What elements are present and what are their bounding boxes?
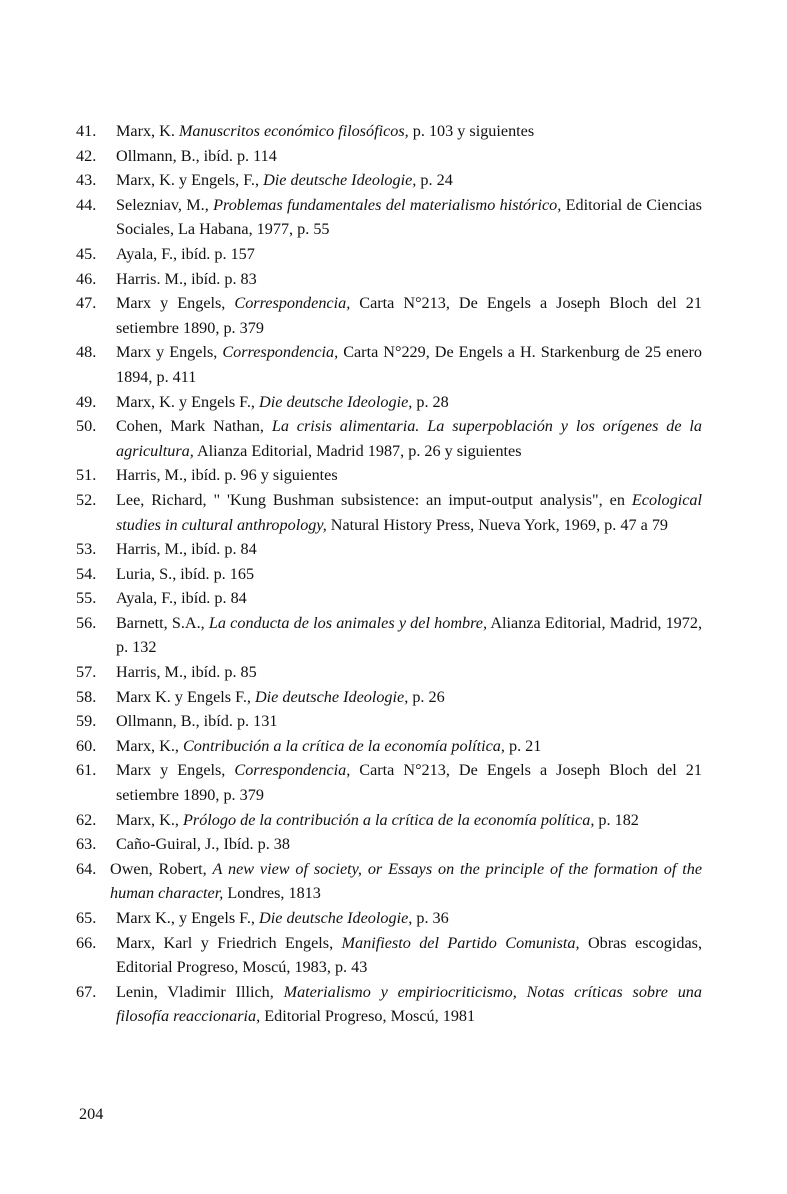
endnote [76, 980, 702, 1029]
endnote-text [116, 144, 702, 169]
endnote-title: Die deutsche Ideologie, [263, 171, 417, 190]
endnote-number: 63. [76, 835, 97, 854]
endnote [76, 193, 702, 242]
endnote-text [116, 414, 702, 463]
endnote-text [116, 808, 702, 833]
endnote-reference: Caño-Guiral, J., Ibíd. p. 38 [116, 835, 290, 854]
endnote-reference: Obras escogidas, Editorial Progreso, Moscú, 1983, p. 43 [116, 933, 703, 977]
endnote-reference: p. 182 [594, 810, 639, 829]
endnote-number: 54. [76, 564, 97, 583]
endnote-reference: Marx, K., [116, 810, 183, 829]
endnote-number: 59. [76, 712, 97, 731]
endnote [76, 414, 702, 463]
endnote-number: 48. [76, 343, 97, 362]
endnote-number: 47. [76, 294, 97, 313]
endnote-number: 43. [76, 171, 97, 190]
endnote-reference: Marx, Karl y Friedrich Engels, [116, 933, 342, 952]
endnote [76, 832, 702, 857]
endnote-number: 61. [76, 761, 97, 780]
endnote [76, 808, 702, 833]
endnote [76, 168, 702, 193]
endnote-reference: Marx K., y Engels F., [116, 909, 260, 927]
endnote-reference: Luria, S., ibíd. p. 165 [116, 564, 255, 583]
endnote [76, 660, 702, 685]
endnote-number: 64. [76, 859, 97, 878]
endnote-reference: Carta N°213, De Engels a Joseph Bloch del 21 setiembre 1890, p. 379 [116, 294, 702, 337]
endnote-reference: Natural History Press, Nueva York, 1969, p. 47 a 79 [326, 515, 669, 534]
endnote [76, 734, 702, 759]
endnote-reference: Marx K. y Engels F., [116, 687, 255, 706]
endnote-title: Prólogo de la contribución a la crítica de la economía política, [183, 810, 595, 829]
endnote [76, 119, 702, 144]
endnote-number: 62. [76, 810, 97, 829]
endnote-number: 46. [76, 269, 97, 288]
page-number: 204 [79, 1105, 104, 1123]
endnote-reference: Harris, M., ibíd. p. 84 [116, 540, 257, 559]
endnote-text [116, 119, 702, 144]
endnote-text [116, 340, 702, 389]
endnote-title: Correspondencia, [234, 761, 351, 780]
endnote-number: 65. [76, 909, 97, 927]
endnote-text [116, 734, 702, 759]
endnote-number: 52. [76, 490, 97, 509]
endnote-text [116, 980, 702, 1029]
endnote-reference: Carta N°229, De Engels a H. Starkenburg de 25 enero 1894, p. 411 [116, 343, 703, 386]
endnote-reference: Ayala, F., ibíd. p. 84 [116, 589, 247, 608]
endnote-number: 44. [76, 195, 97, 214]
endnote [76, 144, 702, 169]
endnote-title: Problemas fundamentales del materialismo histórico, [213, 195, 562, 214]
endnote-number: 49. [76, 392, 97, 411]
endnote [76, 537, 702, 562]
endnote-title: A new view of society, or Essays on the principle of the formation of the human character, [110, 859, 702, 903]
endnote-title: Contribución a la crítica de la economía política, [183, 736, 505, 755]
endnote-text [116, 586, 702, 611]
endnote-title: La crisis alimentaria. La superpoblación y los orígenes de la agricultura, [116, 417, 702, 460]
endnote-reference: Selezniav, M., [116, 195, 214, 214]
endnote-number: 56. [76, 613, 97, 632]
endnote-reference: Harris, M., ibíd. p. 85 [116, 663, 257, 682]
endnote-reference: Marx, K. y Engels, F., [116, 171, 264, 190]
endnote-text [116, 267, 702, 292]
endnote-number: 42. [76, 146, 97, 165]
endnote-reference: Ayala, F., ibíd. p. 157 [116, 244, 255, 263]
endnote-text [116, 709, 702, 734]
endnote [76, 242, 702, 267]
endnote-reference: Marx, K. [116, 122, 179, 140]
endnote [76, 562, 702, 587]
endnote-text [116, 660, 702, 685]
endnote-text [116, 562, 702, 587]
endnote-text [116, 758, 702, 807]
endnote-reference: Editorial Progreso, Moscú, 1981 [260, 1007, 476, 1026]
endnote-reference: Editorial de Ciencias Sociales, La Habana, 1977, p. 55 [116, 195, 702, 239]
endnote-reference: Marx y Engels, [116, 761, 235, 780]
endnote-text [116, 390, 702, 415]
endnote-reference: p. 21 [504, 736, 542, 755]
endnote-text [116, 931, 702, 980]
endnote-number: 45. [76, 244, 97, 263]
endnote [76, 291, 702, 340]
endnote-reference: Ollmann, B., ibíd. p. 114 [116, 146, 277, 165]
endnote-number: 67. [76, 982, 97, 1001]
endnote [76, 931, 702, 980]
endnote-text [116, 168, 702, 193]
endnote [76, 586, 702, 611]
endnote [76, 340, 702, 389]
endnote-number: 58. [76, 687, 97, 706]
endnote-reference: p. 28 [412, 392, 449, 411]
endnotes-list [76, 119, 702, 1029]
endnote-number: 51. [76, 466, 97, 485]
endnote-reference: Lee, Richard, " 'Kung Bushman subsistence: an imput-output analysis", en [116, 490, 632, 509]
endnote [76, 488, 702, 537]
endnote-title: Correspondencia, [222, 343, 339, 362]
endnote-number: 55. [76, 589, 97, 608]
endnote-text [116, 242, 702, 267]
endnote [76, 758, 702, 807]
endnote-title: Die deutsche Ideologie, [259, 909, 413, 927]
endnote-reference: Marx y Engels, [116, 294, 235, 313]
endnote-number: 53. [76, 540, 97, 559]
endnote-text [116, 537, 702, 562]
endnote-title: Ecological studies in cultural anthropology, [116, 490, 702, 534]
endnote-number: 41. [76, 122, 97, 140]
endnote-reference: Marx, K., [116, 736, 183, 755]
endnote-reference: Alianza Editorial, Madrid, 1972, p. 132 [116, 613, 703, 657]
endnote-reference: p. 26 [408, 687, 445, 706]
endnote [76, 267, 702, 292]
endnote-reference: Carta N°213, De Engels a Joseph Bloch del 21 setiembre 1890, p. 379 [116, 761, 702, 805]
endnote-reference: Owen, Robert, [110, 859, 213, 878]
endnote-number: 66. [76, 933, 97, 952]
endnote-reference: Marx y Engels, [116, 343, 223, 362]
endnote-text [116, 463, 702, 488]
endnote-title: Manuscritos económico filosóficos, [178, 122, 409, 140]
endnote-number: 50. [76, 417, 97, 436]
endnote-title: La conducta de los animales y del hombre, [208, 613, 488, 632]
endnote-reference: Harris, M., ibíd. p. 96 y siguientes [116, 466, 338, 485]
endnote-reference: Cohen, Mark Nathan, [116, 417, 272, 436]
endnote-text [116, 193, 702, 242]
endnote-reference: Londres, 1813 [223, 884, 321, 903]
endnote-title: Die deutsche Ideologie, [259, 392, 413, 411]
endnote-reference: Harris. M., ibíd. p. 83 [116, 269, 257, 288]
endnote-title: Die deutsche Ideologie, [254, 687, 409, 706]
endnote-text [116, 906, 702, 931]
endnote [76, 611, 702, 660]
endnote [76, 906, 702, 931]
endnote-reference: Marx, K. y Engels F., [116, 392, 260, 411]
endnote-reference: Barnett, S.A., [116, 613, 209, 632]
endnote-text [116, 488, 702, 537]
endnote-number: 60. [76, 736, 97, 755]
endnote-title: Manifiesto del Partido Comunista, [341, 933, 580, 952]
endnote [76, 463, 702, 488]
endnote [76, 857, 702, 906]
endnote-text [116, 832, 702, 857]
endnote-text [116, 685, 702, 710]
endnote-title: Correspondencia, [234, 294, 351, 313]
endnote-text [110, 857, 702, 906]
endnote-reference: Alianza Editorial, Madrid 1987, p. 26 y siguientes [193, 441, 522, 460]
endnote-text [116, 291, 702, 340]
endnote-reference: Lenin, Vladimir Illich, [116, 982, 284, 1001]
endnote-reference: p. 24 [416, 171, 453, 190]
endnote [76, 390, 702, 415]
endnote-reference: p. 36 [412, 909, 449, 927]
endnote [76, 709, 702, 734]
endnote-text [116, 611, 702, 660]
endnote [76, 685, 702, 710]
endnote-reference: p. 103 y siguientes [408, 122, 535, 140]
endnote-title: Materialismo y empiriocriticismo, Notas críticas sobre una filosofía reaccionaria, [116, 982, 702, 1026]
endnote-number: 57. [76, 663, 97, 682]
endnote-reference: Ollmann, B., ibíd. p. 131 [116, 712, 278, 731]
